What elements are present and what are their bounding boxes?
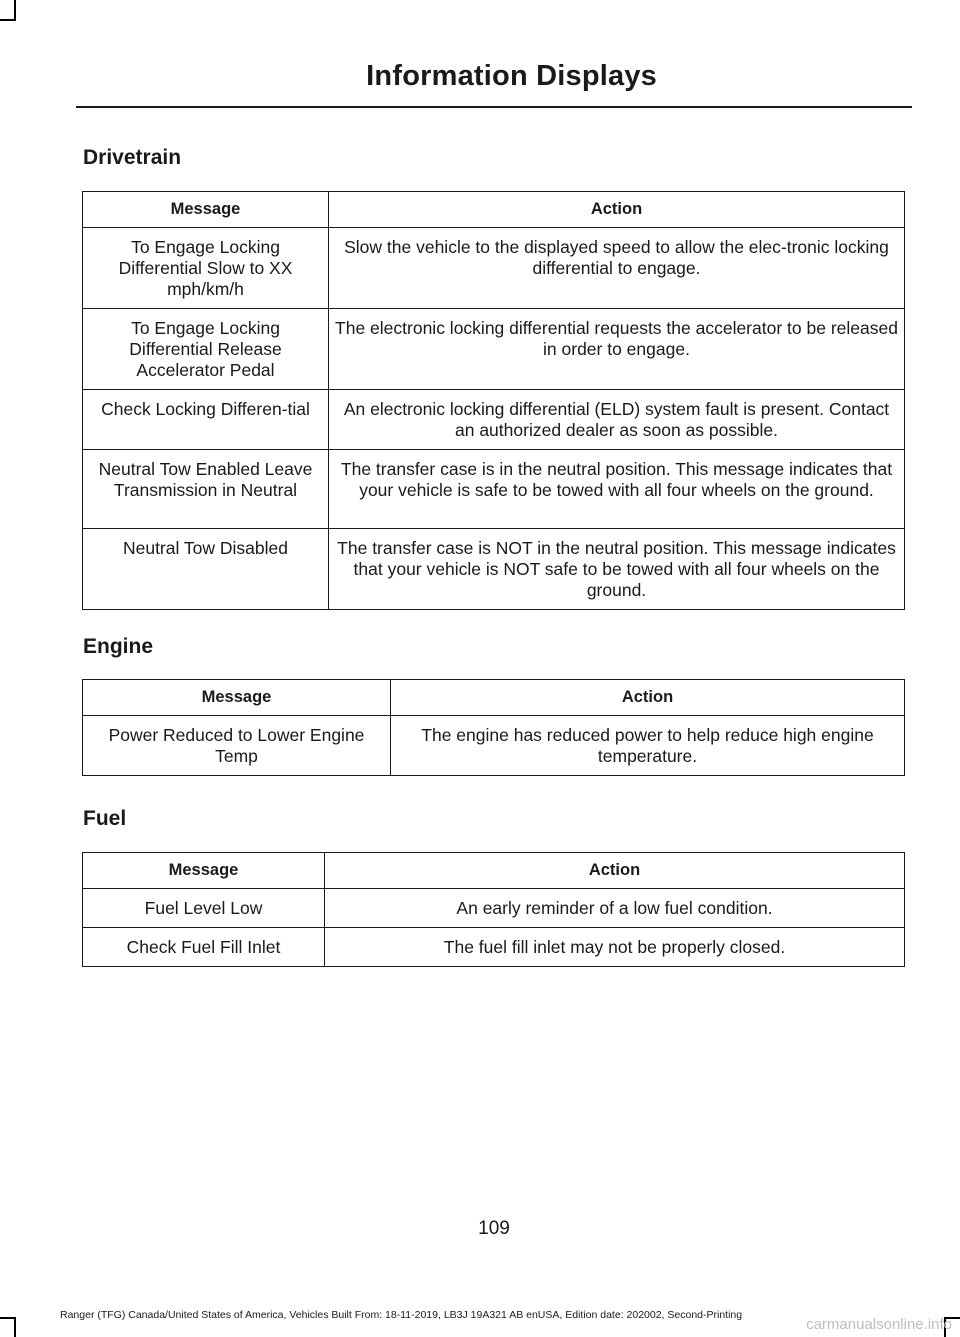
crop-mark	[14, 1317, 16, 1337]
footer-text: Ranger (TFG) Canada/United States of America, Vehicles Built From: 18-11-2019, LB3J 19A321 AB enUSA, Edition date: 202002, Second-Printing	[60, 1309, 743, 1321]
message-cell: To Engage Locking Differential Release Accelerator Pedal	[83, 309, 329, 390]
page-number: 109	[478, 1218, 510, 1239]
message-cell: Neutral Tow Enabled Leave Transmission in Neutral	[83, 450, 329, 529]
table-row	[83, 309, 905, 390]
crop-mark	[14, 0, 16, 20]
table-row	[83, 228, 905, 309]
watermark: carmanualsonline.info	[806, 1316, 952, 1333]
page-title: Information Displays	[366, 60, 657, 92]
table-row	[83, 928, 905, 967]
fuel-table	[82, 852, 905, 967]
action-cell: An electronic locking differential (ELD) system fault is present. Contact an authorized dealer as soon as possible.	[329, 390, 905, 450]
table-header-row	[83, 853, 905, 889]
section-heading-drivetrain: Drivetrain	[83, 146, 182, 169]
drivetrain-table	[82, 191, 905, 610]
message-cell: Power Reduced to Lower Engine Temp	[83, 716, 391, 776]
table-row	[83, 529, 905, 610]
table-row	[83, 716, 905, 776]
action-cell: Slow the vehicle to the displayed speed to allow the elec-tronic locking differential to engage.	[329, 228, 905, 309]
section-heading-fuel: Fuel	[83, 807, 127, 830]
action-cell: The transfer case is NOT in the neutral position. This message indicates that your vehicle is NOT safe to be towed with all four wheels on the ground.	[329, 529, 905, 610]
section-heading-engine: Engine	[83, 635, 154, 658]
message-cell: Neutral Tow Disabled	[83, 529, 329, 610]
column-header-message: Message	[83, 680, 391, 716]
crop-mark	[0, 1317, 16, 1319]
action-cell: An early reminder of a low fuel condition.	[325, 889, 905, 928]
column-header-message: Message	[83, 192, 329, 228]
action-cell: The fuel fill inlet may not be properly closed.	[325, 928, 905, 967]
column-header-message: Message	[83, 853, 325, 889]
message-cell: To Engage Locking Differential Slow to XX mph/km/h	[83, 228, 329, 309]
title-divider	[76, 106, 912, 108]
crop-mark	[0, 19, 16, 21]
action-cell: The transfer case is in the neutral position. This message indicates that your vehicle is safe to be towed with all four wheels on the ground.	[329, 450, 905, 529]
action-cell: The electronic locking differential requests the accelerator to be released in order to engage.	[329, 309, 905, 390]
table-row	[83, 390, 905, 450]
table-row	[83, 889, 905, 928]
message-cell: Fuel Level Low	[83, 889, 325, 928]
message-cell: Check Fuel Fill Inlet	[83, 928, 325, 967]
column-header-action: Action	[329, 192, 905, 228]
message-cell: Check Locking Differen-tial	[83, 390, 329, 450]
column-header-action: Action	[325, 853, 905, 889]
table-row	[83, 450, 905, 529]
engine-table	[82, 679, 905, 776]
column-header-action: Action	[391, 680, 905, 716]
table-header-row	[83, 192, 905, 228]
table-header-row	[83, 680, 905, 716]
action-cell: The engine has reduced power to help reduce high engine temperature.	[391, 716, 905, 776]
